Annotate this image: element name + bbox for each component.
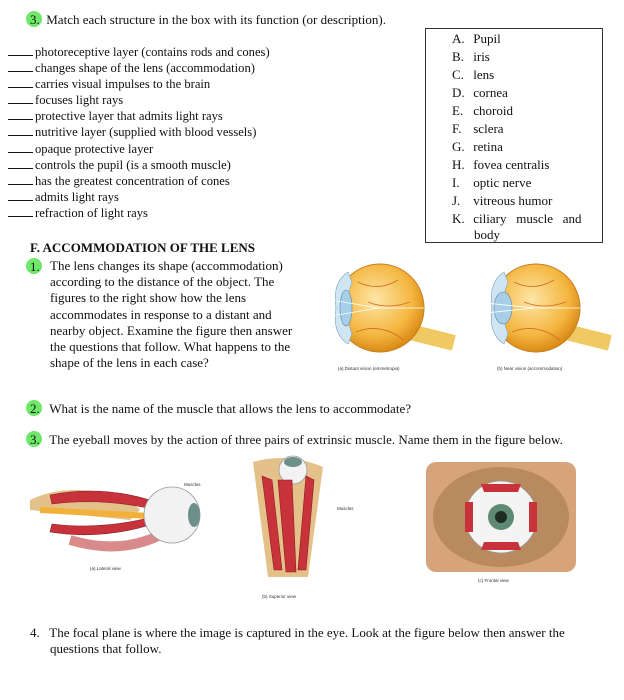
question-number: 4. xyxy=(30,625,40,640)
option-text: vitreous humor xyxy=(473,193,553,208)
match-item-text: photoreceptive layer (contains rods and cones) xyxy=(35,45,270,59)
option-letter: D. xyxy=(452,85,465,100)
match-item xyxy=(8,60,270,76)
figure-caption: (b) Superior view xyxy=(262,594,297,599)
match-item-text: refraction of light rays xyxy=(35,205,148,220)
option-text: optic nerve xyxy=(473,175,532,190)
match-description-list xyxy=(8,44,270,221)
match-item-text: has the greatest concentration of cones xyxy=(35,173,230,188)
option-item xyxy=(452,67,494,83)
answer-blank[interactable] xyxy=(8,158,33,169)
question-text-line: The focal plane is where the image is captured in the eye. Look at the figure below then answer the xyxy=(49,625,565,640)
option-item xyxy=(452,157,549,173)
question-number xyxy=(30,259,40,275)
option-item xyxy=(452,49,490,65)
answer-blank[interactable] xyxy=(8,109,33,120)
option-text: sclera xyxy=(473,121,504,136)
question-text-line: questions that follow. xyxy=(50,641,162,656)
option-letter: A. xyxy=(452,31,465,46)
text-line: accommodates in response to a distant and xyxy=(50,306,272,322)
option-item xyxy=(452,121,504,137)
answer-blank[interactable] xyxy=(8,206,33,217)
match-item-text: focuses light rays xyxy=(35,93,124,108)
option-text: Pupil xyxy=(473,31,501,46)
match-item xyxy=(8,157,270,173)
superior-view-eye-muscles-figure xyxy=(248,452,328,582)
option-item xyxy=(452,139,503,155)
muscle-name-question xyxy=(30,401,411,417)
figure-caption: (a) Distant vision (emmetropia) xyxy=(338,366,400,371)
question-number-label: 1. xyxy=(30,259,40,274)
match-item-text: controls the pupil (is a smooth muscle) xyxy=(35,157,231,172)
option-item xyxy=(452,175,531,191)
option-letter: G. xyxy=(452,139,465,154)
match-item xyxy=(8,173,270,189)
option-letter: B. xyxy=(452,49,464,64)
text-line: shape of the lens in each case? xyxy=(50,355,209,371)
match-item-text: opaque protective layer xyxy=(35,141,154,156)
answer-blank[interactable] xyxy=(8,93,33,104)
option-item xyxy=(452,85,508,101)
answer-blank[interactable] xyxy=(8,61,33,72)
answer-blank[interactable] xyxy=(8,190,33,201)
text-line: according to the distance of the object. The xyxy=(50,274,275,290)
figure-caption: (a) Lateral view xyxy=(90,566,121,571)
match-item xyxy=(8,141,270,157)
option-item xyxy=(452,211,582,227)
option-text: fovea centralis xyxy=(473,157,550,172)
match-item xyxy=(8,189,270,205)
match-item-text: changes shape of the lens (accommodation) xyxy=(35,61,255,76)
option-letter: K. xyxy=(452,211,465,226)
section-heading: F. ACCOMMODATION OF THE LENS xyxy=(30,240,255,255)
match-item xyxy=(8,44,270,60)
match-item xyxy=(8,108,270,124)
accommodation-question-text xyxy=(50,258,312,371)
muscle-label: Muscles xyxy=(184,482,201,487)
option-text: retina xyxy=(473,139,503,154)
match-item-text: carries visual impulses to the brain xyxy=(35,77,211,92)
option-item-continuation: body xyxy=(474,227,500,242)
match-item-text: admits light rays xyxy=(35,189,119,204)
answer-blank[interactable] xyxy=(8,77,33,88)
option-item xyxy=(452,31,501,47)
match-question-title xyxy=(30,12,386,28)
question-number: 3. xyxy=(30,432,40,447)
match-item-text: protective layer that admits light rays xyxy=(35,109,223,124)
structure-options-box xyxy=(425,28,603,243)
answer-blank[interactable] xyxy=(8,142,33,153)
question-text: The eyeball moves by the action of three pairs of extrinsic muscle. Name them in the figure below. xyxy=(49,432,563,447)
option-text: ciliary muscle and xyxy=(473,211,582,226)
option-letter: H. xyxy=(452,157,465,172)
frontal-view-eye-muscles-figure xyxy=(426,462,576,572)
muscle-label: Muscles xyxy=(337,506,354,511)
match-item xyxy=(8,205,270,221)
match-instruction: Match each structure in the box with its function (or description). xyxy=(46,12,386,27)
option-letter: C. xyxy=(452,67,464,82)
text-line: the questions that follow. What happens to the xyxy=(50,339,291,355)
option-text: lens xyxy=(473,67,495,82)
answer-blank[interactable] xyxy=(8,45,33,56)
match-item xyxy=(8,76,270,92)
distant-vision-eye-figure xyxy=(318,262,458,370)
figure-caption: (b) Near vision (accommodation) xyxy=(497,366,563,371)
text-line: nearby object. Examine the figure then answer xyxy=(50,322,293,338)
focal-plane-question xyxy=(30,625,600,657)
answer-blank[interactable] xyxy=(8,174,33,185)
text-line: figures to the right show how the lens xyxy=(50,290,247,306)
option-item xyxy=(452,103,513,119)
question-number: 2. xyxy=(30,401,40,416)
extrinsic-muscle-question xyxy=(30,432,563,448)
text-line: The lens changes its shape (accommodation) xyxy=(50,258,283,273)
match-item xyxy=(8,124,270,140)
match-item-text: nutritive layer (supplied with blood vessels) xyxy=(35,125,257,140)
answer-blank[interactable] xyxy=(8,125,33,136)
question-text: What is the name of the muscle that allows the lens to accommodate? xyxy=(49,401,411,416)
option-text: iris xyxy=(473,49,490,64)
option-letter: E. xyxy=(452,103,464,118)
option-text: choroid xyxy=(473,103,513,118)
option-text: cornea xyxy=(473,85,508,100)
question-number: 3. xyxy=(30,12,40,27)
match-item xyxy=(8,92,270,108)
option-letter: F. xyxy=(452,121,462,136)
option-letter: I. xyxy=(452,175,460,190)
figure-caption: (c) Frontal view xyxy=(478,578,509,583)
option-letter: J. xyxy=(452,193,461,208)
near-vision-eye-figure xyxy=(474,262,614,370)
option-item xyxy=(452,193,552,209)
